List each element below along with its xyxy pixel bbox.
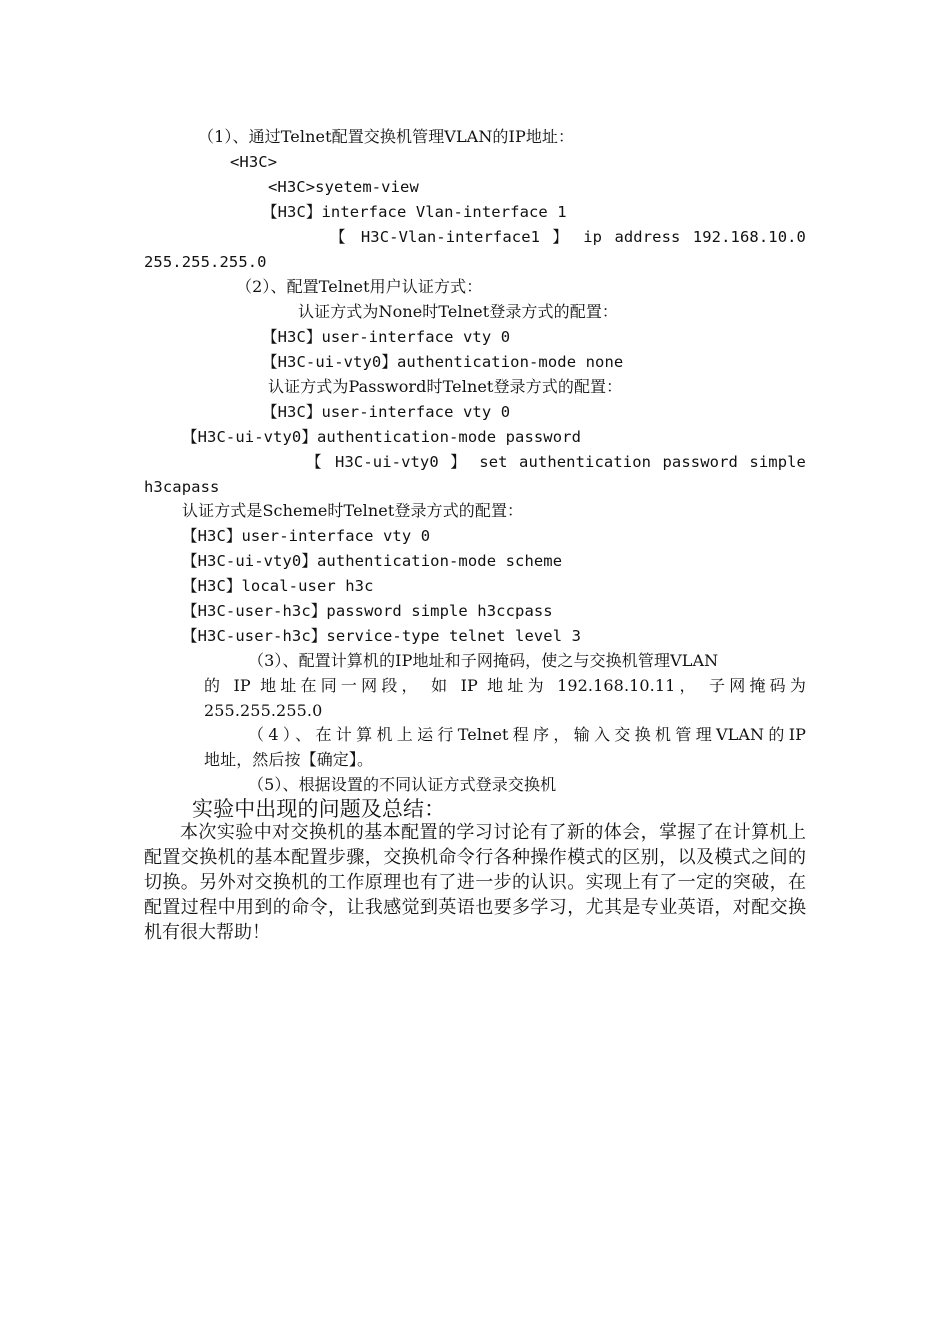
step1-cmd-interface: 【H3C】interface Vlan-interface 1 (262, 203, 567, 221)
step2-scheme-cmd5: 【H3C-user-h3c】service-type telnet level 3 (182, 627, 582, 645)
step2-scheme-cmd2: 【H3C-ui-vty0】authentication-mode scheme (182, 552, 563, 570)
step2-password-title: 认证方式为Password时Telnet登录方式的配置： (268, 377, 623, 396)
step2-scheme-title: 认证方式是Scheme时Telnet登录方式的配置： (182, 501, 524, 520)
step4-line1: （4）、在计算机上运行Telnet程序，输入交换机管理VLAN的IP (248, 725, 806, 744)
step2-none-cmd1: 【H3C】user-interface vty 0 (262, 328, 511, 346)
step4-line2: 地址，然后按【确定】。 (204, 750, 374, 769)
step2-none-cmd2: 【H3C-ui-vty0】authentication-mode none (262, 353, 624, 371)
step2-scheme-cmd1: 【H3C】user-interface vty 0 (182, 527, 431, 545)
step2-scheme-cmd3: 【H3C】local-user h3c (182, 577, 374, 595)
step5: （5）、根据设置的不同认证方式登录交换机 (248, 775, 557, 794)
step2-password-cmd3: 【 H3C-ui-vty0 】 set authentication password simple (306, 453, 806, 471)
step2-password-cmd3-cont: h3capass (144, 478, 220, 496)
step2-title: （2）、配置Telnet用户认证方式： (236, 277, 483, 296)
step3-line1: （3）、配置计算机的IP地址和子网掩码，使之与交换机管理VLAN (248, 651, 719, 670)
summary-heading: 实验中出现的问题及总结： (192, 797, 446, 821)
step2-none-title: 认证方式为None时Telnet登录方式的配置： (298, 302, 619, 321)
step1-cmd-prompt: <H3C> (230, 153, 278, 171)
step1-cmd-system-view: <H3C>syetem-view (268, 178, 419, 196)
step1-title: （1）、通过Telnet配置交换机管理VLAN的IP地址： (198, 127, 575, 146)
step1-cmd-ip-mask: 255.255.255.0 (144, 253, 267, 271)
step2-scheme-cmd4: 【H3C-user-h3c】password simple h3ccpass (182, 602, 553, 620)
step3-line3: 255.255.255.0 (204, 701, 323, 720)
step3-line2: 的 IP 地址在同一网段， 如 IP 地址为 192.168.10.11， 子网掩码为 (204, 676, 806, 695)
step1-cmd-ip-address: 【 H3C-Vlan-interface1 】 ip address 192.168.10.0 (330, 228, 806, 246)
summary-paragraph: 本次实验中对交换机的基本配置的学习讨论有了新的体会，掌握了在计算机上配置交换机的基本配置步骤，交换机命令行各种操作模式的区别，以及模式之间的切换。另外对交换机的工作原理也有了进一步的认识。实现上有了一定的突破，在配置过程中用到的命令，让我感觉到英语也要多学习，尤其是专业英语，对配交换机有很大帮助！ (144, 822, 806, 943)
step2-password-cmd2: 【H3C-ui-vty0】authentication-mode password (182, 428, 582, 446)
step2-password-cmd1: 【H3C】user-interface vty 0 (262, 403, 511, 421)
